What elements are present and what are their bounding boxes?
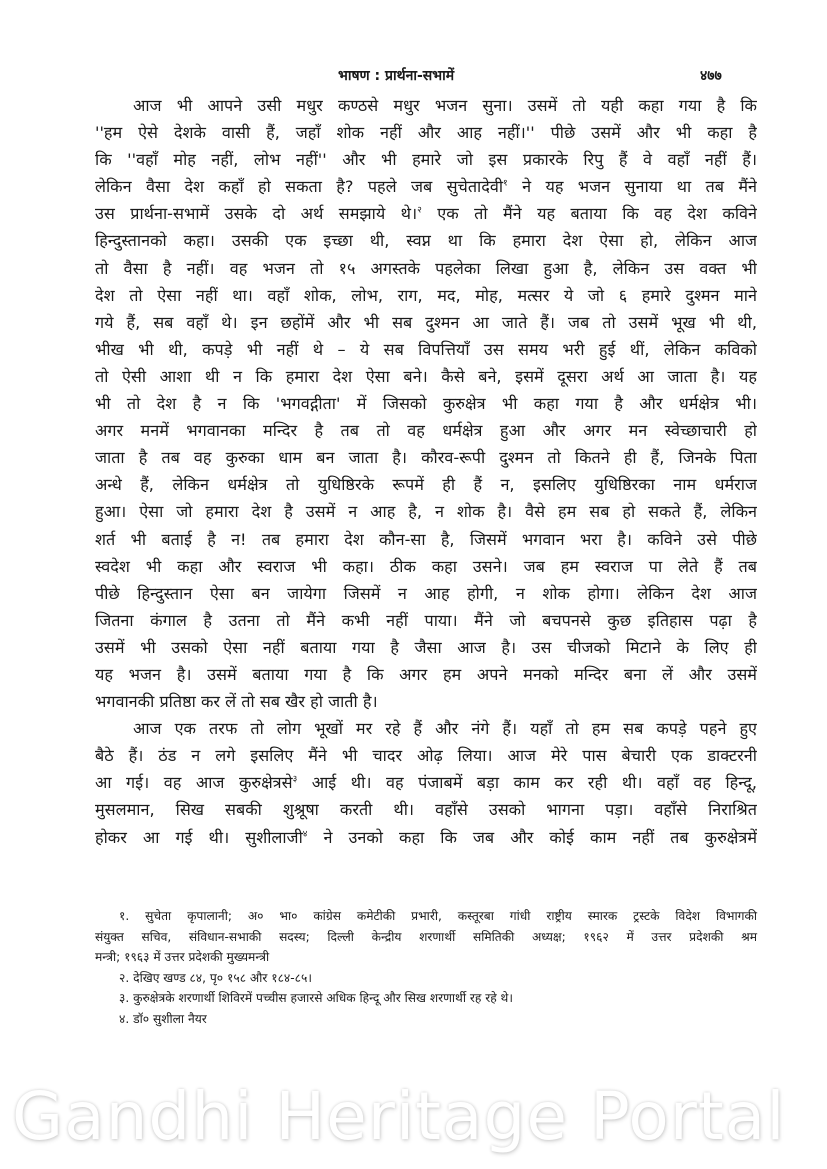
footnote-ref-4[interactable]: ४ (302, 829, 308, 840)
footnote-number: २. (119, 970, 130, 985)
footnote-ref-2[interactable]: २ (417, 205, 422, 216)
footnote-number: ४. (119, 1011, 130, 1026)
footnote-2 (95, 968, 757, 989)
paragraph-line: हिन्दुस्तानको कहा। उसकी एक इच्छा थी, स्वप्न था कि हमारा देश ऐसा हो, लेकिन आज (95, 231, 757, 251)
paragraph-line: बैठे हैं। ठंड न लगे इसलिए मैंने भी चादर ओढ़ लिया। आज मेरे पास बेचारी एक डाक्टरनी (95, 746, 757, 766)
footnote-3 (95, 988, 757, 1009)
running-header (0, 63, 827, 89)
paragraph-line: तो वैसा है नहीं। वह भजन तो १५ अगस्तके पहलेका लिखा हुआ है, लेकिन उस वक्त भी (95, 258, 757, 278)
paragraph-line: शर्त भी बताई है न! तब हमारा देश कौन-सा है, जिसमें भगवान भरा है। कविने उसे पीछे (95, 529, 757, 549)
footnotes (95, 906, 757, 1029)
footnote-1 (95, 906, 757, 927)
line-text: एक तो मैंने यह बताया कि वह देश कविने (421, 204, 757, 224)
paragraph-line: भगवानकी प्रतिष्ठा कर लें तो सब खैर हो जाती है। (95, 692, 378, 712)
footnote-ref-1[interactable]: १ (503, 178, 508, 189)
paragraph-line: आज एक तरफ तो लोग भूखों मर रहे हैं और नंगे हैं। यहाँ तो हम सब कपड़े पहने हुए (133, 719, 757, 739)
line-text: आई थी। वह पंजाबमें बड़ा काम कर रही थी। वहाँ वह हिन्दू, (297, 773, 757, 793)
paragraph-line: तो ऐसी आशा थी न कि हमारा देश ऐसा बने। कैसे बने, इसमें दूसरा अर्थ आ जाता है। यह (95, 366, 757, 386)
line-text: उस प्रार्थना-सभामें उसके दो अर्थ समझाये थे। (95, 204, 418, 224)
footnote-1-continued: मन्त्री; १९६३ में उत्तर प्रदेशकी मुख्यमन्त्री (95, 950, 270, 964)
paragraph-line: उसमें भी उसको ऐसा नहीं बताया गया है जैसा आज है। उस चीजको मिटाने के लिए ही (95, 637, 757, 657)
paragraph-line (95, 200, 757, 227)
footnote-text: देखिए खण्ड ८४, पृ० १५८ और १८४-८५। (133, 970, 312, 985)
paragraph-line: भीख भी थी, कपड़े भी नहीं थे – ये सब विपत्तियाँ उस समय भरी हुई थीं, लेकिन कविको (95, 339, 757, 359)
line-text: होकर आ गई थी। सुशीलाजी (95, 827, 303, 847)
paragraph-line: जितना कंगाल है उतना तो मैंने कभी नहीं पाया। मैंने जो बचपनसे कुछ इतिहास पढ़ा है (95, 610, 757, 630)
paragraph-line: अन्धे हैं, लेकिन धर्मक्षेत्र तो युधिष्ठिरके रूपमें ही हैं न, इसलिए युधिष्ठिरका नाम धर्मराज (95, 475, 757, 495)
line-text: आ गई। वह आज कुरुक्षेत्रसे (95, 773, 293, 793)
paragraph-line (95, 824, 757, 851)
footnote-text: डॉ० सुशीला नैयर (133, 1011, 207, 1026)
paragraph-line: गये हैं, सब वहाँ थे। इन छहोंमें और भी सब दुश्मन आ जाते हैं। जब तो उसमें भूख भी थी, (95, 312, 757, 332)
footnote-ref-3[interactable]: ३ (292, 774, 298, 785)
page-number: ४७७ (700, 68, 722, 84)
line-text: ने उनको कहा कि जब और कोई काम नहीं तब कुरुक्षेत्रमें (307, 827, 757, 847)
body-text (95, 92, 757, 851)
watermark: Gandhi Heritage Portal (12, 1078, 786, 1155)
paragraph-line: भी तो देश है न कि 'भगवद्गीता' में जिसको कुरुक्षेत्र भी कहा गया है और धर्मक्षेत्र भी। (95, 394, 757, 414)
paragraph-line: आज भी आपने उसी मधुर कण्ठसे मधुर भजन सुना। उसमें तो यही कहा गया है कि (133, 96, 757, 115)
paragraph-line (95, 173, 757, 200)
paragraph-line: यह भजन है। उसमें बताया गया है कि अगर हम अपने मनको मन्दिर बना लें और उसमें (95, 664, 757, 684)
paragraph-line: स्वदेश भी कहा और स्वराज भी कहा। ठीक कहा उसने। जब हम स्वराज पा लेते हैं तब (95, 556, 757, 576)
running-title: भाषण : प्रार्थना-सभामें (338, 68, 455, 84)
paragraph-line: जाता है तब वह कुरुका धाम बन जाता है। कौरव-रूपी दुश्मन तो कितने ही हैं, जिनके पिता (95, 448, 757, 468)
footnote-4 (95, 1009, 757, 1030)
paragraph-line: पीछे हिन्दुस्तान ऐसा बन जायेगा जिसमें न आह होगी, न शोक होगा। लेकिन देश आज (95, 583, 757, 603)
paragraph-line: हुआ। ऐसा जो हमारा देश है उसमें न आह है, न शोक है। वैसे हम सब हो सकते हैं, लेकिन (95, 502, 757, 522)
paragraph-line (95, 769, 757, 796)
paragraph-line: मुसलमान, सिख सबकी शुश्रूषा करती थी। वहाँसे उसको भागना पड़ा। वहाँसे निराश्रित (95, 800, 757, 820)
line-text: ने यह भजन सुनाया था तब मैंने (507, 177, 757, 197)
line-text: लेकिन वैसा देश कहाँ हो सकता है? पहले जब सुचेतादेवी (95, 177, 504, 197)
footnote-number: ३. (119, 991, 130, 1005)
footnote-text: कुरुक्षेत्रके शरणार्थी शिविरमें पच्चीस हजारसे अधिक हिन्दू और सिख शरणार्थी रह रहे थे। (133, 991, 513, 1005)
footnote-number: १. (119, 909, 130, 923)
paragraph-line: अगर मनमें भगवानका मन्दिर है तब तो वह धर्मक्षेत्र हुआ और अगर मन स्वेच्छाचारी हो (95, 421, 757, 441)
paragraph-line: कि ''वहाँ मोह नहीं, लोभ नहीं'' और भी हमारे जो इस प्रकारके रिपु हैं वे वहाँ नहीं हैं। (95, 150, 757, 170)
paragraph-line: ''हम ऐसे देशके वासी हैं, जहाँ शोक नहीं और आह नहीं।'' पीछे उसमें और भी कहा है (95, 123, 757, 143)
footnote-text: सुचेता कृपालानी; अ० भा० कांग्रेस कमेटीकी प्रभारी, कस्तूरबा गांधी राष्ट्रीय स्मारक ट्रस्टके विदेश विभागकी (145, 909, 757, 923)
footnote-1-continued: संयुक्त सचिव, संविधान-सभाकी सदस्य; दिल्ली केन्द्रीय शरणार्थी समितिकी अध्यक्ष; १९६२ में उत्तर प्रदेशकी श्रम (95, 929, 757, 944)
paragraph-line: देश तो ऐसा नहीं था। वहाँ शोक, लोभ, राग, मद, मोह, मत्सर ये जो ६ हमारे दुश्मन माने (95, 285, 757, 305)
